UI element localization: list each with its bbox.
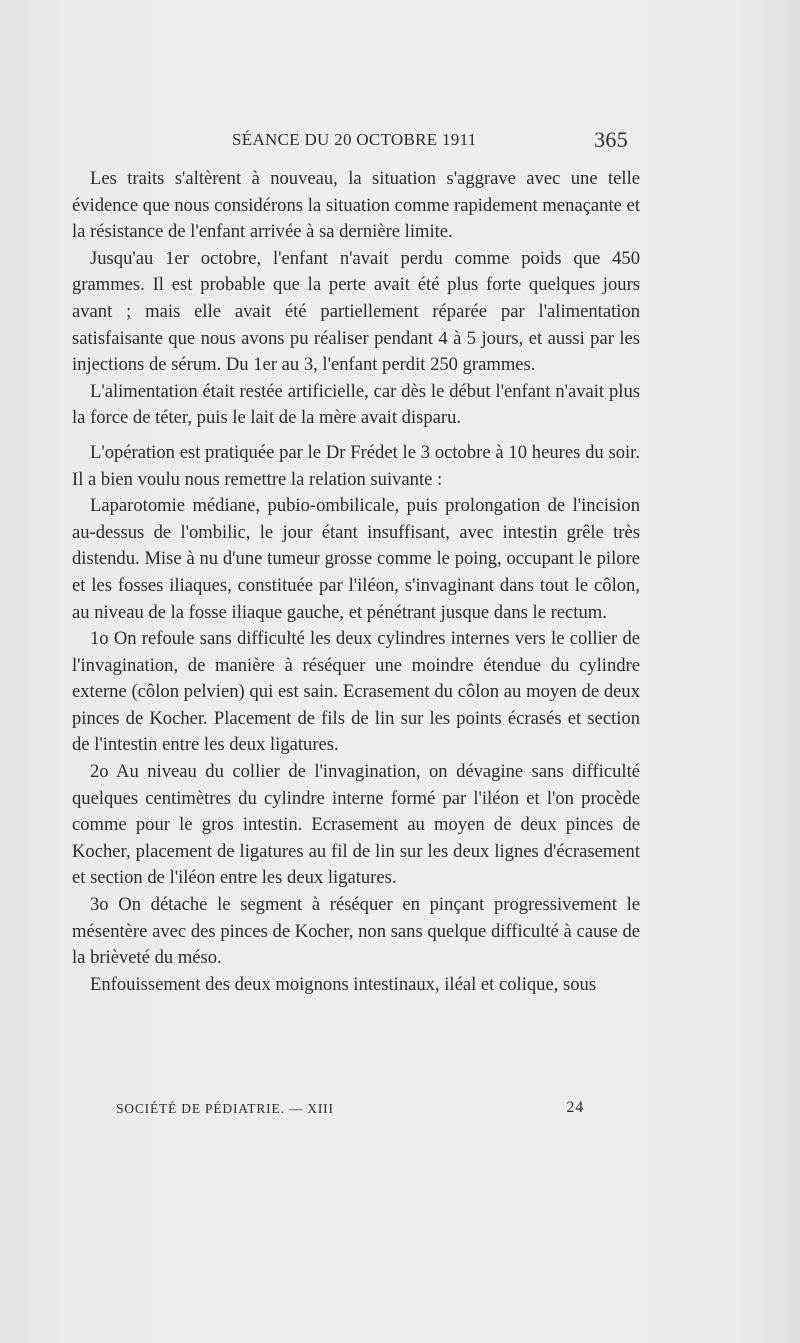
paragraph: Laparotomie médiane, pubio-ombilicale, puis prolongation de l'incision au-dessus de l'ombilic, le jour étant insuffisant, avec intestin grêle très distendu. Mise à nu d'une tumeur grosse comme le poing, occupant le pilore et les fosses iliaques, constituée par l'iléon, s'invaginant dans tout le côlon, au niveau de la fosse iliaque gauche, et pénétrant jusque dans le rectum. — [72, 495, 640, 623]
header-title: SÉANCE DU 20 OCTOBRE 1911 — [232, 130, 477, 149]
paragraph: Les traits s'altèrent à nouveau, la situation s'aggrave avec une telle évidence que nous considérons la situation comme rapidement menaçante et la résistance de l'enfant arrivée à sa dernière limite. — [72, 168, 640, 243]
paragraph: L'alimentation était restée artificielle, car dès le début l'enfant n'avait plus la force de téter, puis le lait de la mère avait disparu. — [72, 380, 640, 429]
paragraph: L'opération est pratiquée par le Dr Frédet le 3 octobre à 10 heures du soir. Il a bien voulu nous remettre la relation suivante : — [72, 441, 640, 490]
signature-mark: 24 — [566, 1099, 584, 1116]
body-text — [72, 166, 640, 998]
footer-society: SOCIÉTÉ DE PÉDIATRIE. — XIII — [116, 1101, 334, 1116]
page-number: 365 — [594, 127, 628, 152]
paragraph: 3o On détache le segment à réséquer en pinçant progressivement le mésentère avec des pinces de Kocher, non sans quelque difficulté à cause de la brièveté du méso. — [72, 894, 640, 969]
paragraph: 1o On refoule sans difficulté les deux cylindres internes vers le collier de l'invagination, de manière à réséquer une moindre étendue du cylindre externe (côlon pelvien) qui est sain. Ecrasement du côlon au moyen de deux pinces de Kocher. Placement de fils de lin sur les points écrasés et section de l'intestin entre les deux ligatures. — [72, 628, 640, 756]
paragraph: 2o Au niveau du collier de l'invagination, on dévagine sans difficulté quelques centimètres du cylindre interne formé par l'iléon et l'on procède comme pour le gros intestin. Ecrasement au moyen de deux pinces de Kocher, placement de ligatures au fil de lin sur les deux lignes d'écrasement et section de l'iléon entre les deux ligatures. — [72, 761, 640, 889]
paragraph: Enfouissement des deux moignons intestinaux, iléal et colique, sous — [90, 973, 597, 995]
paragraph: Jusqu'au 1er octobre, l'enfant n'avait perdu comme poids que 450 grammes. Il est probable que la perte avait été plus forte quelques jours avant ; mais elle avait été partiellement réparée par l'alimentation satisfaisante que nous avons pu réaliser pendant 4 à 5 jours, et aussi par les injections de sérum. Du 1er au 3, l'enfant perdit 250 grammes. — [72, 247, 640, 376]
